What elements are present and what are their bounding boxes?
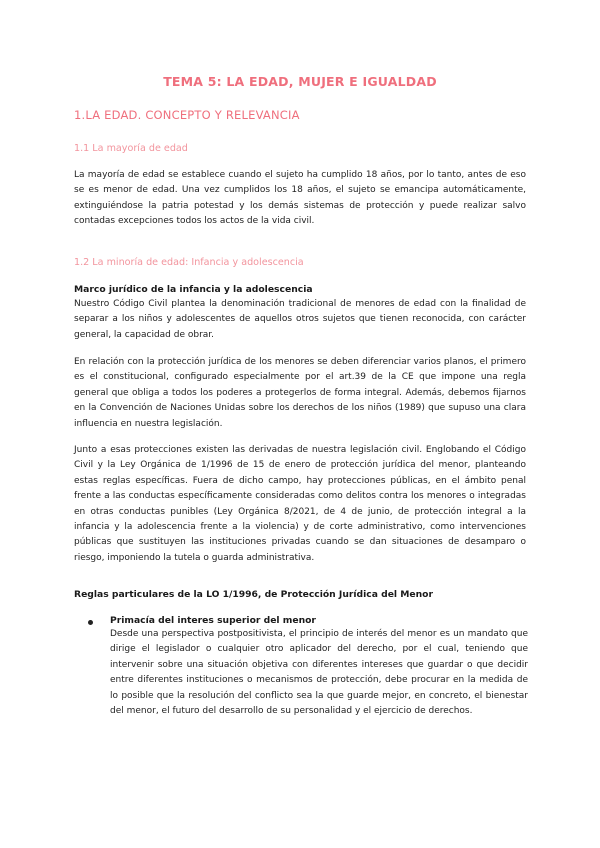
bullet-title-primacia: Primacía del interes superior del menor (110, 615, 316, 626)
document-title: TEMA 5: LA EDAD, MUJER E IGUALDAD (163, 74, 437, 89)
paragraph-legislacion-civil: Junto a esas protecciones existen las derivadas de nuestra legislación civil. Englobando el Código Civil y la Ley Orgánica de 1/1996 de 15 de enero de protección jurídica del menor, planteando estas reglas específicas. Fuera de dicho campo, hay protecciones públicas, en el ámbito penal frente a las conductas específicamente consideradas como delitos contra los menores o integradas en otras conductas punibles (Ley Orgánica 8/2021, de 4 de junio, de protección integral a la infancia y la adolescencia frente a la violencia) y de corte administrativo, como intervenciones públicas que sustituyen las instituciones privadas cuando se dan situaciones de desamparo o riesgo, imponiendo la tutela o guarda administrativa. (74, 445, 526, 563)
subheading-minoria-edad: 1.2 La minoría de edad: Infancia y adolescencia (74, 257, 304, 268)
subheading-mayoria-edad: 1.1 La mayoría de edad (74, 143, 188, 154)
paragraph-codigo-civil: Nuestro Código Civil plantea la denominación tradicional de menores de edad con la finalidad de separar a los niños y adolescentes de aquellos otros sujetos que tienen reconocida, con carácter general, la capacidad de obrar. (74, 299, 526, 340)
section-heading-edad: 1.LA EDAD. CONCEPTO Y RELEVANCIA (74, 108, 300, 122)
heading-reglas-particulares: Reglas particulares de la LO 1/1996, de Protección Jurídica del Menor (74, 589, 434, 600)
paragraph-mayoria-edad: La mayoría de edad se establece cuando el sujeto ha cumplido 18 años, por lo tanto, antes de eso se es menor de edad. Una vez cumplidos los 18 años, el sujeto se emancipa automáticamente, extinguiéndose la patria potestad y los demás sistemas de protección y puede realizar salvo contadas excepciones todos los actos de la vida civil. (74, 170, 526, 227)
bullet-paragraph-primacia: Desde una perspectiva postpositivista, el principio de interés del menor es un mandato que dirige el legislador o cualquier otro aplicador del derecho, por el cual, teniendo que intervenir sobre una situación objetiva con diferentes intereses que guardar o que decidir entre diferentes instituciones o mecanismos de protección, debe procurar en la medida de lo posible que la resolución del conflicto sea la que guarde mejor, en concreto, el bienestar del menor, el futuro del desarrollo de su personalidad y el ejercicio de derechos. (110, 629, 528, 717)
paragraph-proteccion-juridica: En relación con la protección jurídica de los menores se deben diferenciar varios planos, el primero es el constitucional, configurado especialmente por el art.39 de la CE que impone una regla general que obliga a todos los poderes a protegerlos de forma integral. Además, debemos fijarnos en la Convención de Naciones Unidas sobre los derechos de los niños (1989) que supuso una clara influencia en nuestra legislación. (74, 357, 526, 429)
bullet-point (88, 620, 93, 625)
heading-marco-juridico: Marco jurídico de la infancia y la adolescencia (74, 284, 313, 295)
